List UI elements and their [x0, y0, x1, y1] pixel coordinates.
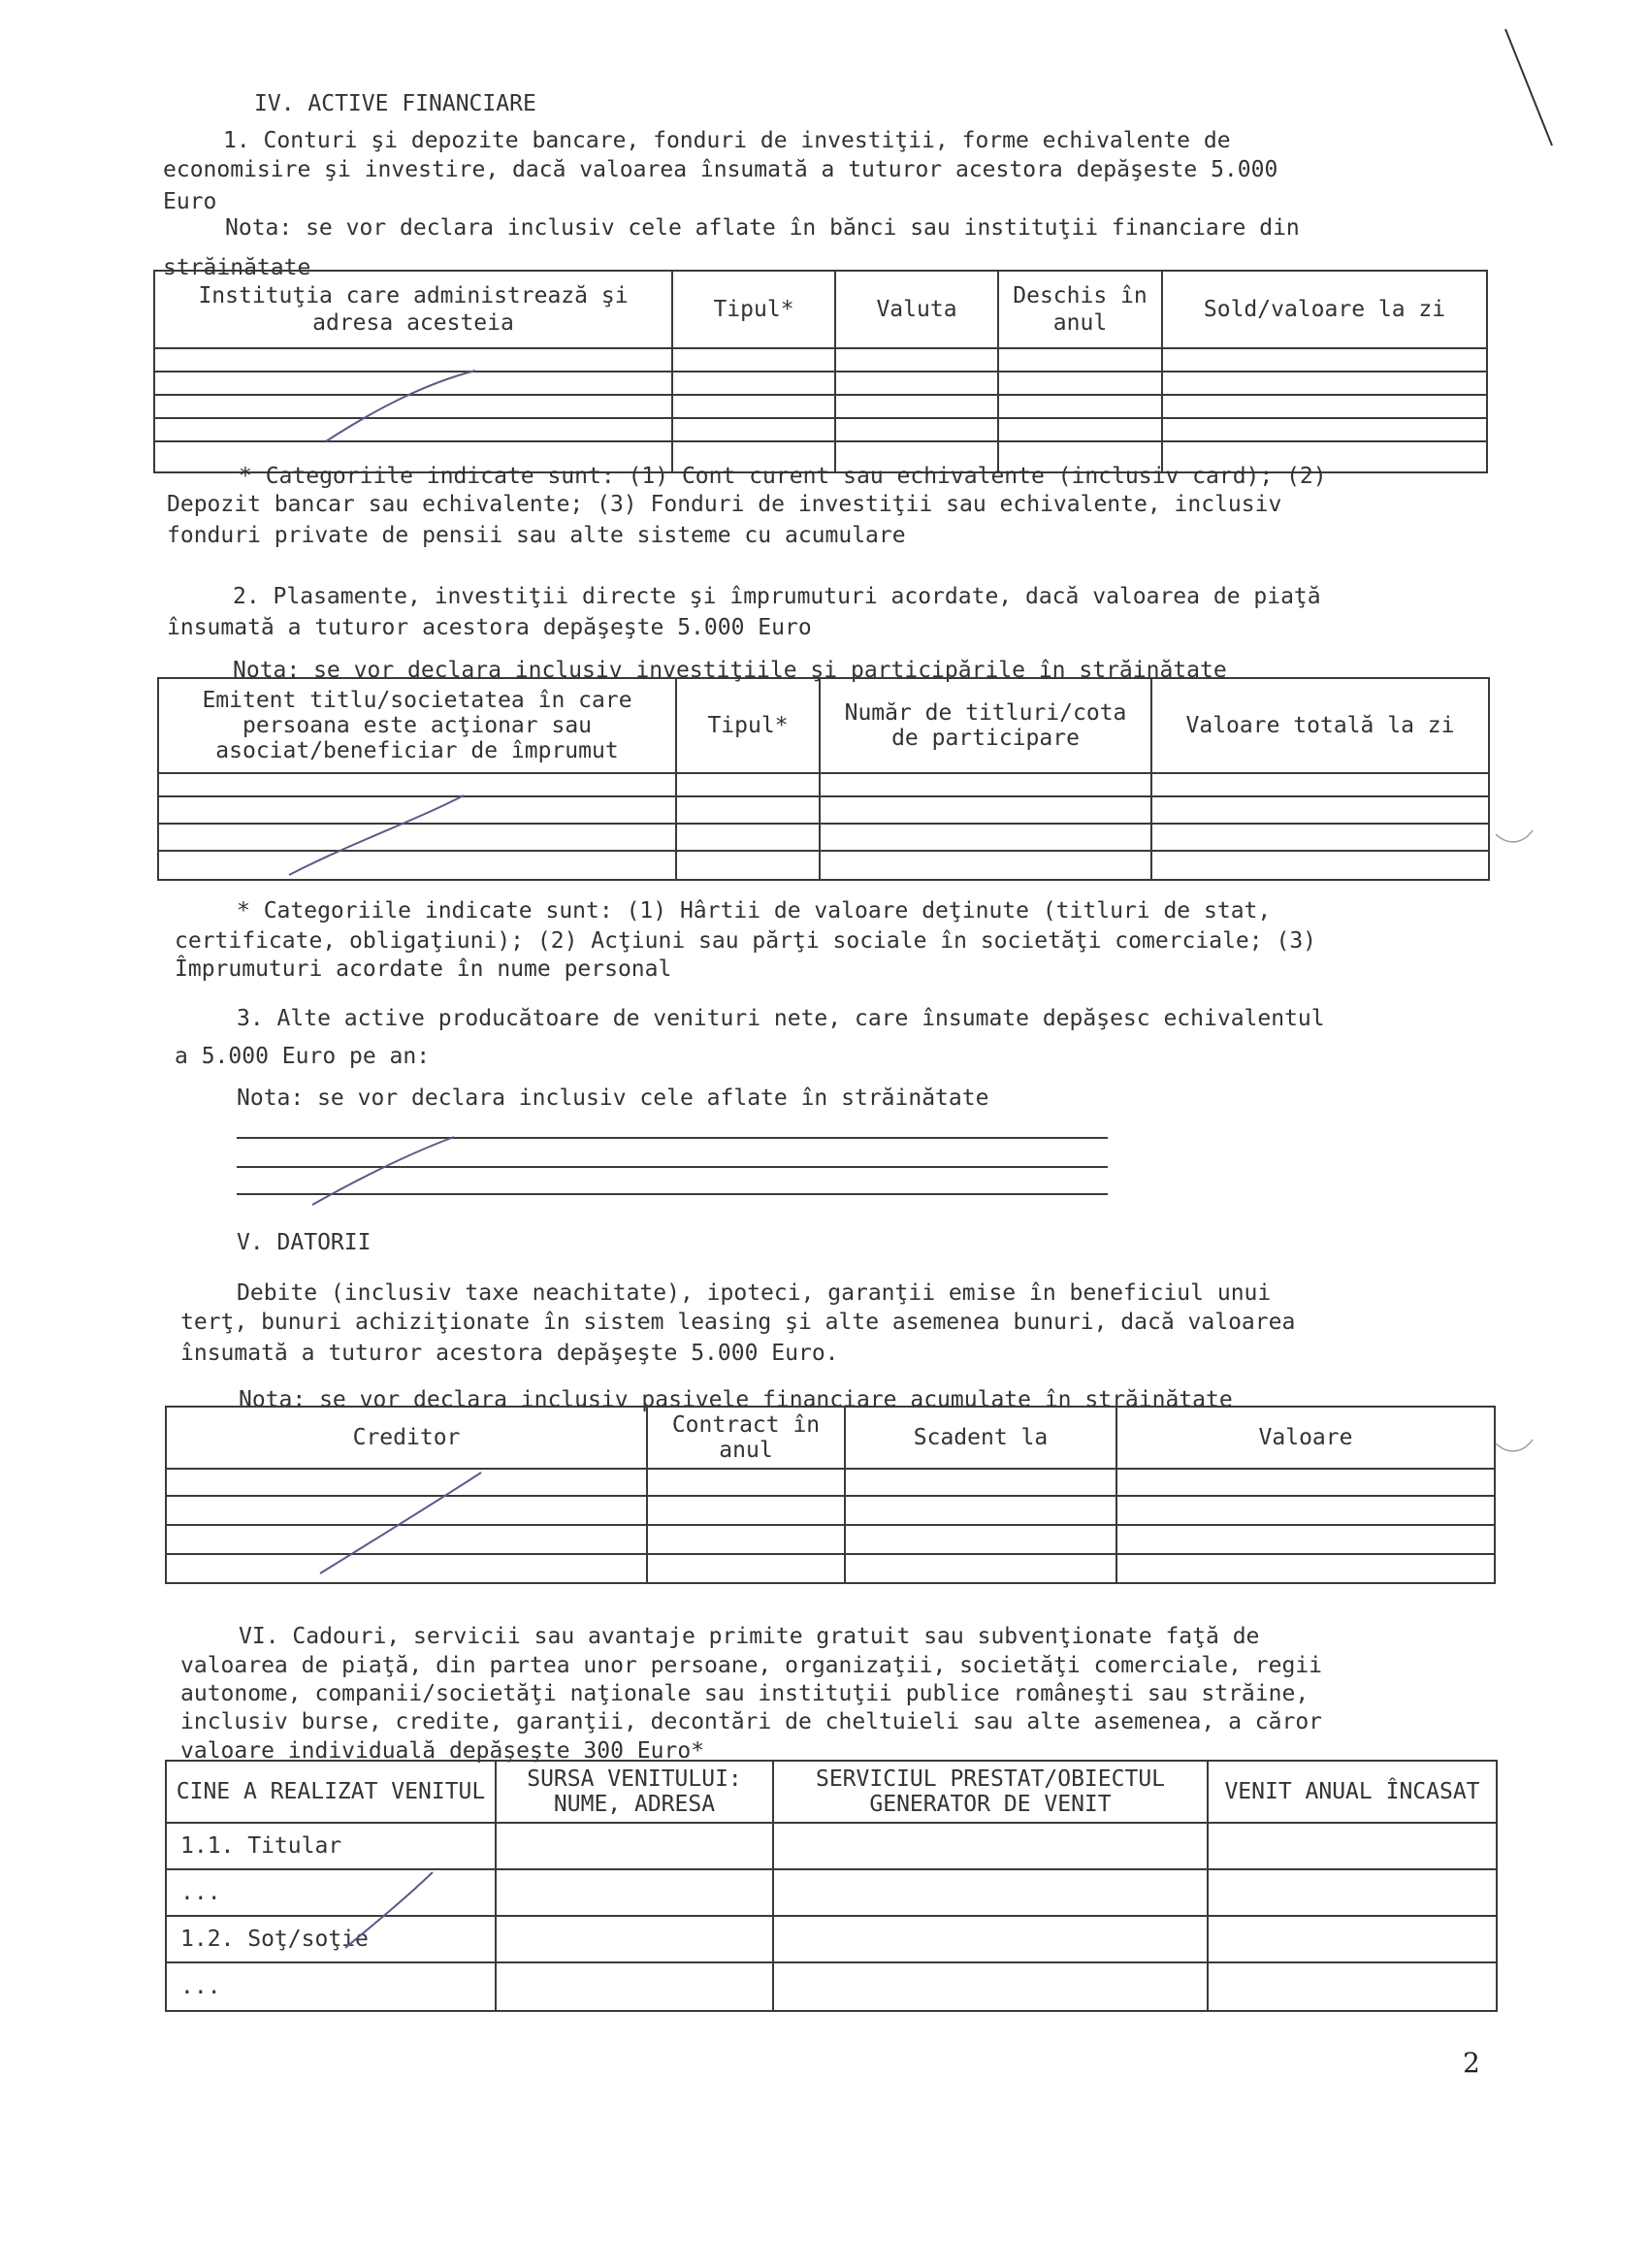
blank-line — [237, 1137, 1108, 1139]
section-v-note: Nota: se vor declara inclusiv pasivele financiare acumulate în străinătate — [239, 1387, 1233, 1412]
section-iv-p1-line2: economisire şi investire, dacă valoarea însumată a tuturor acestora depăşeste 5.000 — [163, 157, 1278, 182]
footnote1-line2: Depozit bancar sau echivalente; (3) Fonduri de investiţii sau echivalente, inclusiv — [167, 492, 1282, 517]
header-institution: Instituţia care administrează şi adresa acesteia — [154, 271, 672, 348]
section-iv-note1-line2: străinătate — [163, 255, 311, 280]
header-issuer: Emitent titlu/societatea în care persoana este acţionar sau asociat/beneficiar de împrumut — [158, 678, 676, 773]
header-annual-income: VENIT ANUAL ÎNCASAT — [1208, 1761, 1497, 1823]
row-label-ellipsis: ... — [166, 1869, 496, 1916]
blank-line — [237, 1166, 1108, 1168]
row-label-spouse: 1.2. Soţ/soţie — [166, 1916, 496, 1962]
header-who-earned: CINE A REALIZAT VENITUL — [166, 1761, 496, 1823]
table-row — [166, 1823, 1497, 1869]
gifts-table — [165, 1760, 1498, 2012]
section-vi-p-line2: valoarea de piaţă, din partea unor persoane, organizaţii, societăţi comerciale, regii — [180, 1653, 1323, 1678]
header-income-source: SURSA VENITULUI: NUME, ADRESA — [496, 1761, 773, 1823]
table-row — [166, 1554, 1495, 1583]
section-vi-p-line1: VI. Cadouri, servicii sau avantaje primite gratuit sau subvenţionate faţă de — [239, 1624, 1260, 1649]
section-iv-title: IV. ACTIVE FINANCIARE — [254, 91, 536, 116]
footnote2-line3: Împrumuturi acordate în nume personal — [175, 956, 672, 982]
row-label-ellipsis: ... — [166, 1962, 496, 2011]
section-iv-p3-line2: a 5.000 Euro pe an: — [175, 1044, 431, 1069]
header-total-value: Valoare totală la zi — [1151, 678, 1489, 773]
footnote1-line3: fonduri private de pensii sau alte sisteme cu acumulare — [167, 523, 906, 548]
header-contract-year: Contract în anul — [647, 1407, 845, 1469]
footnote2-line2: certificate, obligaţiuni); (2) Acţiuni sau părţi sociale în societăţi comerciale; (3) — [175, 928, 1317, 954]
corner-mark — [1505, 29, 1552, 146]
header-opened-year: Deschis în anul — [998, 271, 1162, 348]
section-iv-p3-line1: 3. Alte active producătoare de venituri nete, care însumate depăşesc echivalentul — [237, 1006, 1325, 1031]
footnote2-line1: * Categoriile indicate sunt: (1) Hârtii de valoare deţinute (titluri de stat, — [237, 898, 1272, 923]
table-row — [158, 824, 1489, 851]
investments-table — [157, 677, 1490, 881]
section-iv-p1-line1: 1. Conturi şi depozite bancare, fonduri de investiţii, forme echivalente de — [223, 128, 1231, 153]
table-row — [158, 851, 1489, 880]
section-vi-p-line3: autonome, companii/societăţi naţionale sau instituţii publice româneşti sau străine, — [180, 1681, 1310, 1706]
section-vi-p-line5: valoare individuală depăşeşte 300 Euro* — [180, 1738, 705, 1764]
blank-line — [237, 1193, 1108, 1195]
header-currency: Valuta — [835, 271, 998, 348]
header-value: Valoare — [1116, 1407, 1495, 1469]
section-iv-note1-line1: Nota: se vor declara inclusiv cele aflate în bănci sau instituţii financiare din — [225, 215, 1300, 241]
bank-accounts-table — [153, 270, 1488, 473]
table-row — [154, 418, 1487, 441]
header-balance: Sold/valoare la zi — [1162, 271, 1487, 348]
table-row — [166, 1469, 1495, 1496]
page-number: 2 — [1463, 2047, 1480, 2079]
table-row — [166, 1869, 1497, 1916]
section-iv-p1-line3: Euro — [163, 189, 217, 214]
header-creditor: Creditor — [166, 1407, 647, 1469]
section-iv-p2-line1: 2. Plasamente, investiţii directe şi împrumuturi acordate, dacă valoarea de piaţă — [233, 584, 1321, 609]
header-type: Tipul* — [676, 678, 820, 773]
header-due-date: Scadent la — [845, 1407, 1116, 1469]
section-v-p-line1: Debite (inclusiv taxe neachitate), ipoteci, garanţii emise în beneficiul unui — [237, 1280, 1272, 1306]
footnote1-line1: * Categoriile indicate sunt: (1) Cont curent sau echivalente (inclusiv card); (2) — [239, 464, 1327, 489]
table-row — [166, 1916, 1497, 1962]
table-row — [158, 796, 1489, 824]
table-row — [166, 1496, 1495, 1525]
debts-table — [165, 1406, 1496, 1584]
table-row — [166, 1525, 1495, 1554]
section-iv-note2: Nota: se vor declara inclusiv investiţiile şi participările în străinătate — [233, 658, 1227, 683]
section-iv-note3: Nota: se vor declara inclusiv cele aflate în străinătate — [237, 1085, 989, 1111]
section-v-p-line3: însumată a tuturor acestora depăşeşte 5.000 Euro. — [180, 1341, 839, 1366]
table-row — [154, 372, 1487, 395]
section-iv-p2-line2: însumată a tuturor acestora depăşeşte 5.000 Euro — [167, 615, 812, 640]
header-type: Tipul* — [672, 271, 835, 348]
table-row — [154, 348, 1487, 372]
scan-artifact — [1496, 1440, 1533, 1451]
section-v-title: V. DATORII — [237, 1230, 372, 1255]
header-service-provided: SERVICIUL PRESTAT/OBIECTUL GENERATOR DE VENIT — [773, 1761, 1208, 1823]
table-row — [158, 773, 1489, 796]
section-v-p-line2: terţ, bunuri achiziţionate în sistem leasing şi alte asemenea bunuri, dacă valoarea — [180, 1310, 1296, 1335]
table-row — [154, 395, 1487, 418]
scan-artifact — [1496, 830, 1533, 842]
section-vi-p-line4: inclusiv burse, credite, garanţii, decontări de cheltuieli sau alte asemenea, a căror — [180, 1709, 1323, 1734]
header-share-count: Număr de titluri/cota de participare — [820, 678, 1151, 773]
row-label-holder: 1.1. Titular — [166, 1823, 496, 1869]
table-row — [166, 1962, 1497, 2011]
